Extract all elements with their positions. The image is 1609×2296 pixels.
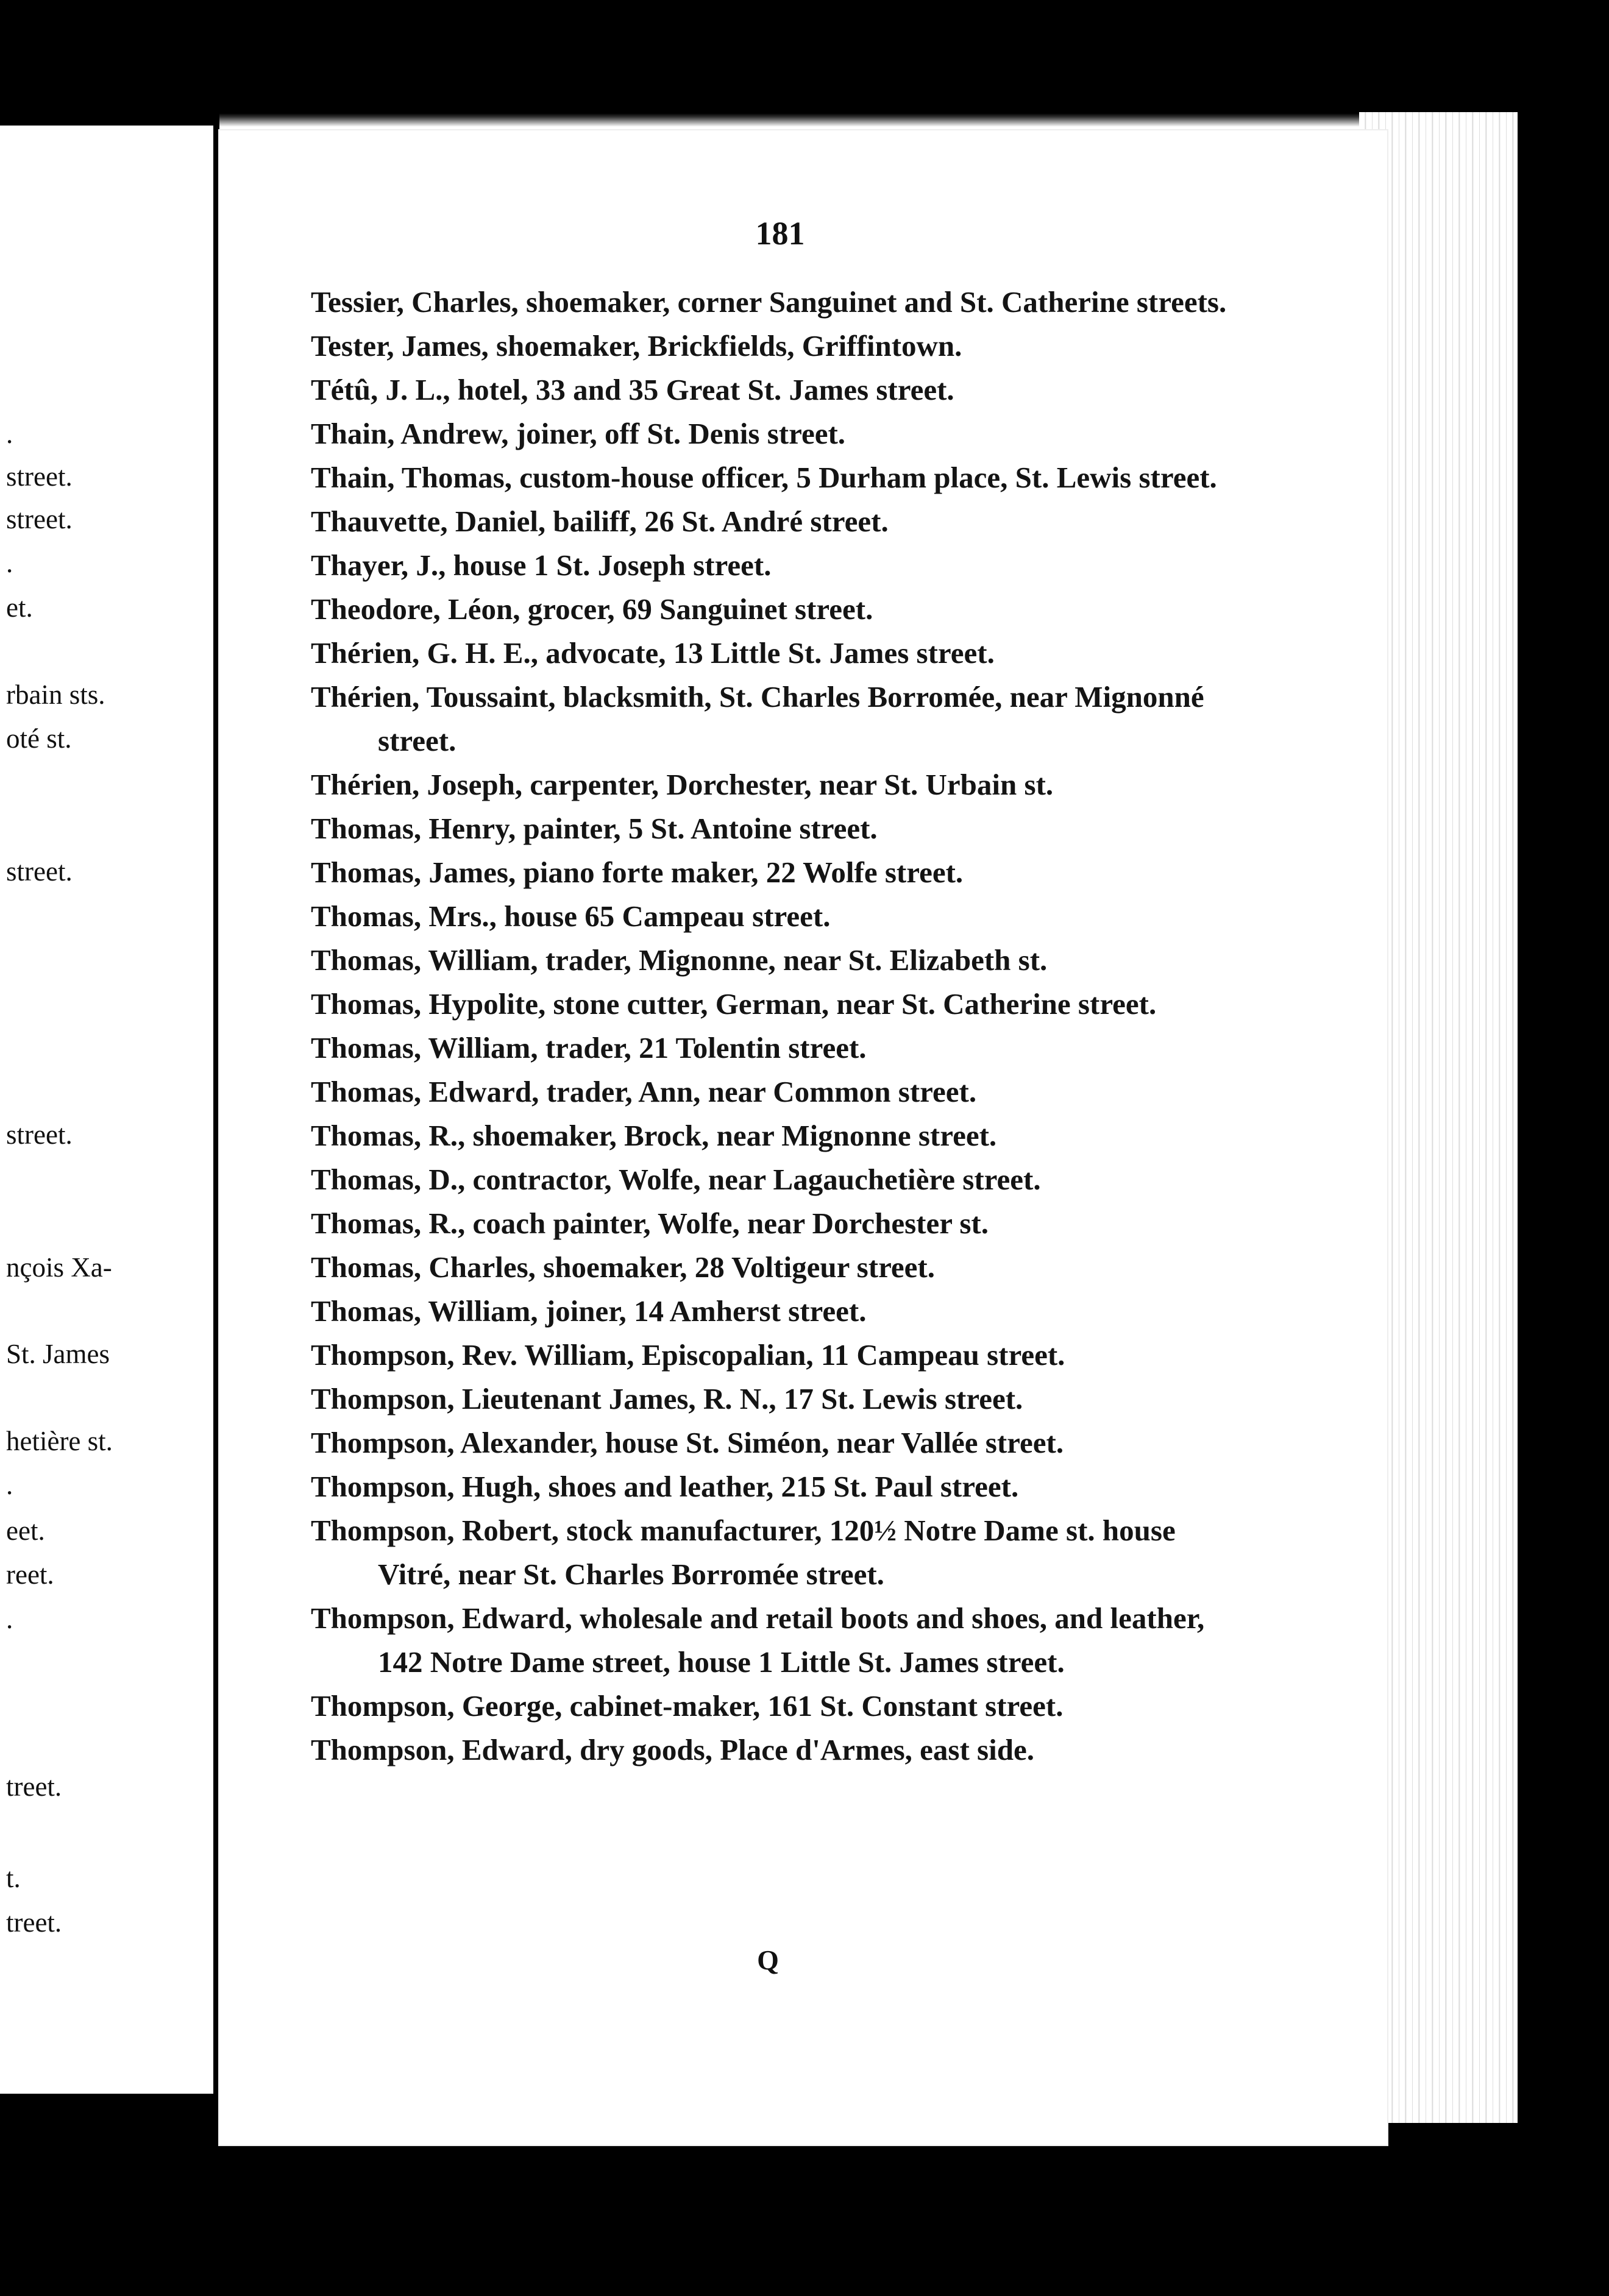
directory-entry: Thayer, J., house 1 St. Joseph street. xyxy=(311,548,772,582)
directory-entry: Thomas, Edward, trader, Ann, near Common street. xyxy=(311,1075,977,1108)
left-facing-page xyxy=(0,126,213,2094)
directory-entry: Thompson, Edward, dry goods, Place d'Armes, east side. xyxy=(311,1733,1034,1766)
left-page-text-fragment: eet. xyxy=(6,1515,45,1546)
left-page-text-fragment: rbain sts. xyxy=(6,679,105,710)
directory-entry: Thomas, Charles, shoemaker, 28 Voltigeur street. xyxy=(311,1250,935,1284)
directory-entry: Tester, James, shoemaker, Brickfields, Griffintown. xyxy=(311,329,962,363)
directory-entry: Thompson, George, cabinet-maker, 161 St. Constant street. xyxy=(311,1689,1064,1723)
left-page-text-fragment: street. xyxy=(6,856,73,887)
directory-entry: Thomas, William, joiner, 14 Amherst street. xyxy=(311,1294,867,1328)
left-page-text-fragment: treet. xyxy=(6,1907,62,1938)
directory-entry: Thérien, Joseph, carpenter, Dorchester, near St. Urbain st. xyxy=(311,768,1054,801)
left-page-text-fragment: . xyxy=(6,1470,13,1500)
directory-entry: Thomas, James, piano forte maker, 22 Wolfe street. xyxy=(311,856,964,889)
left-page-text-fragment: street. xyxy=(6,1119,73,1150)
left-page-text-fragment: et. xyxy=(6,592,33,623)
directory-entry: Thomas, Mrs., house 65 Campeau street. xyxy=(311,899,831,933)
directory-entry: Thomas, William, trader, Mignonne, near St. Elizabeth st. xyxy=(311,943,1048,977)
left-page-text-fragment: street. xyxy=(6,504,73,534)
directory-entry: Thompson, Edward, wholesale and retail boots and shoes, and leather, 142 Notre Dame street, house 1 Little St. James street. xyxy=(311,1601,1205,1679)
directory-entry-list xyxy=(311,280,1237,1772)
directory-entry: Thomas, R., shoemaker, Brock, near Mignonne street. xyxy=(311,1119,997,1152)
directory-entry: Thompson, Lieutenant James, R. N., 17 St. Lewis street. xyxy=(311,1382,1023,1416)
left-page-text-fragment: street. xyxy=(6,461,73,492)
directory-entry: Thomas, D., contractor, Wolfe, near Lagauchetière street. xyxy=(311,1163,1041,1196)
signature-mark: Q xyxy=(757,1944,779,1975)
directory-entry: Tétû, J. L., hotel, 33 and 35 Great St. James street. xyxy=(311,373,954,406)
left-page-text-fragment: hetière st. xyxy=(6,1426,113,1456)
left-page-text-fragment: St. James xyxy=(6,1339,110,1369)
directory-entry: Thain, Andrew, joiner, off St. Denis street. xyxy=(311,417,846,450)
directory-entry: Thomas, Henry, painter, 5 St. Antoine street. xyxy=(311,812,878,845)
directory-entry: Thompson, Alexander, house St. Siméon, near Vallée street. xyxy=(311,1426,1064,1459)
directory-entry: Thérien, Toussaint, blacksmith, St. Charles Borromée, near Mignonné street. xyxy=(311,680,1204,757)
left-page-text-fragment: . xyxy=(6,419,13,449)
page-number: 181 xyxy=(755,215,805,252)
directory-entry: Thomas, Hypolite, stone cutter, German, near St. Catherine street. xyxy=(311,987,1157,1021)
directory-entry: Thompson, Hugh, shoes and leather, 215 St. Paul street. xyxy=(311,1470,1019,1503)
directory-entry: Tessier, Charles, shoemaker, corner Sanguinet and St. Catherine streets. xyxy=(311,285,1227,319)
directory-entry: Thompson, Robert, stock manufacturer, 120½ Notre Dame st. house Vitré, near St. Charles Borromée street. xyxy=(311,1514,1176,1591)
directory-entry: Thérien, G. H. E., advocate, 13 Little St. James street. xyxy=(311,636,995,670)
left-page-text-fragment: . xyxy=(6,548,13,578)
directory-entry: Thain, Thomas, custom-house officer, 5 Durham place, St. Lewis street. xyxy=(311,461,1217,494)
directory-entry: Theodore, Léon, grocer, 69 Sanguinet street. xyxy=(311,592,873,626)
directory-entry: Thompson, Rev. William, Episcopalian, 11 Campeau street. xyxy=(311,1338,1065,1372)
left-page-text-fragment: nçois Xa- xyxy=(6,1252,112,1283)
left-page-text-fragment: t. xyxy=(6,1863,21,1893)
directory-entry: Thomas, R., coach painter, Wolfe, near Dorchester st. xyxy=(311,1206,989,1240)
left-page-text-fragment: oté st. xyxy=(6,723,72,754)
directory-entry: Thauvette, Daniel, bailiff, 26 St. André street. xyxy=(311,505,889,538)
left-page-text-fragment: reet. xyxy=(6,1559,54,1590)
directory-entry: Thomas, William, trader, 21 Tolentin street. xyxy=(311,1031,867,1065)
left-page-text-fragment: . xyxy=(6,1604,13,1634)
left-page-text-fragment: treet. xyxy=(6,1771,62,1802)
